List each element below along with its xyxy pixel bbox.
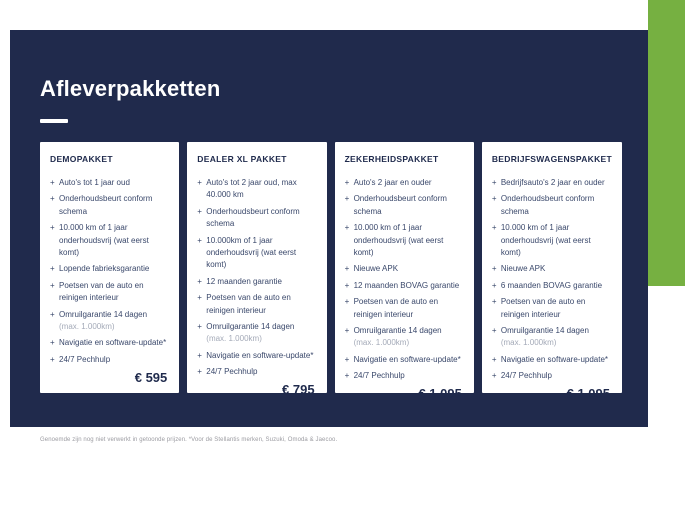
package-item-text: Navigatie en software-update* [59, 338, 167, 348]
package-item-text: Nieuwe APK [353, 264, 399, 274]
package-item-text: 10.000 km of 1 jaar onderhoudsvrij (wat eerst komt) [500, 223, 591, 257]
plus-bullet-icon: + [197, 321, 202, 331]
plus-bullet-icon: + [50, 309, 55, 319]
plus-bullet-icon: + [491, 325, 497, 335]
package-price: € 595 [134, 370, 168, 386]
package-item-text: Onderhoudsbeurt conform schema [500, 194, 595, 216]
plus-bullet-icon: + [50, 264, 55, 274]
plus-bullet-icon: + [344, 178, 350, 187]
package-item [492, 296, 612, 321]
package-item-text: Omruilgarantie 14 dagen (max. 1.000km) [59, 309, 148, 331]
package-item-text: Omruilgarantie 14 dagen (max. 1.000km) [500, 325, 589, 348]
package-items [492, 177, 612, 386]
package-item [50, 177, 169, 189]
package-item [492, 354, 612, 366]
package-item [345, 325, 464, 350]
package-items [345, 177, 464, 386]
package-item-text: Bedrijfsauto's 2 jaar en ouder [500, 178, 605, 187]
plus-bullet-icon: + [197, 206, 202, 216]
package-item-text: Poetsen van de auto en reinigen interieur [206, 293, 291, 315]
package-item [492, 325, 612, 350]
plus-bullet-icon: + [344, 354, 350, 364]
plus-bullet-icon: + [344, 264, 350, 274]
package-item [345, 354, 464, 366]
package-title: DEMOPAKKET [50, 154, 113, 164]
package-item [492, 370, 612, 382]
package-item [345, 193, 464, 218]
package-item-text: Omruilgarantie 14 dagen (max. 1.000km) [353, 325, 442, 348]
package-price: € 1.095 [418, 386, 462, 402]
package-item [197, 366, 316, 378]
package-item-text: Onderhoudsbeurt conform schema [59, 194, 153, 216]
package-item [197, 206, 316, 231]
package-item-text: 6 maanden BOVAG garantie [500, 280, 603, 290]
package-title: DEALER XL PAKKET [197, 154, 287, 164]
package-item [197, 292, 316, 317]
green-accent-stripe [648, 0, 685, 286]
package-item [50, 222, 169, 259]
plus-bullet-icon: + [50, 354, 55, 364]
plus-bullet-icon: + [50, 280, 55, 290]
page-title: Afleverpakketten [40, 76, 221, 101]
package-item [492, 263, 612, 275]
plus-bullet-icon: + [491, 194, 497, 204]
package-item-text: 12 maanden garantie [206, 276, 282, 286]
package-item [197, 177, 316, 202]
package-item-text: 10.000 km of 1 jaar onderhoudsvrij (wat eerst komt) [353, 223, 444, 257]
package-item-text: Poetsen van de auto en reinigen interieur [353, 297, 439, 319]
package-item-text: Poetsen van de auto en reinigen interieur [500, 297, 586, 319]
package-item-text: 12 maanden BOVAG garantie [353, 280, 460, 290]
package-item [50, 263, 169, 275]
package-item-text: Navigatie en software-update* [353, 354, 461, 364]
package-item-text: Auto's tot 1 jaar oud [59, 178, 130, 187]
plus-bullet-icon: + [197, 293, 202, 303]
package-item-text: Auto's tot 2 jaar oud, max 40.000 km [206, 178, 297, 200]
package-item-text: Onderhoudsbeurt conform schema [206, 206, 300, 229]
plus-bullet-icon: + [344, 371, 350, 381]
package-item [345, 263, 464, 275]
plus-bullet-icon: + [197, 276, 202, 286]
plus-bullet-icon: + [491, 178, 497, 187]
package-item [345, 296, 464, 321]
plus-bullet-icon: + [344, 223, 350, 233]
package-item-text: 24/7 Pechhulp [353, 371, 405, 381]
package-item [197, 276, 316, 288]
package-item [345, 280, 464, 292]
plus-bullet-icon: + [491, 280, 497, 290]
plus-bullet-icon: + [491, 297, 497, 307]
package-item [492, 193, 612, 218]
package-price: € 795 [282, 382, 315, 398]
package-title: BEDRIJFSWAGENSPAKKET [491, 154, 612, 164]
plus-bullet-icon: + [344, 297, 350, 307]
plus-bullet-icon: + [491, 371, 497, 381]
plus-bullet-icon: + [344, 280, 350, 290]
package-item [345, 222, 464, 259]
package-item [50, 337, 169, 349]
plus-bullet-icon: + [50, 194, 55, 204]
plus-bullet-icon: + [344, 194, 350, 204]
package-item-text: 10.000 km of 1 jaar onderhoudsvrij (wat eerst komt) [59, 223, 149, 257]
package-price: € 1.095 [566, 386, 610, 402]
packages-grid [40, 142, 622, 402]
package-item [345, 177, 464, 189]
package-item-note: (max. 1.000km) [353, 338, 410, 348]
package-item-text: 24/7 Pechhulp [59, 354, 111, 364]
package-item [197, 321, 316, 346]
package-item-note: (max. 1.000km) [206, 334, 262, 344]
plus-bullet-icon: + [197, 178, 202, 187]
package-item-text: Poetsen van de auto en reinigen interieur [59, 280, 144, 303]
title-underline [40, 119, 68, 123]
footnote: Genoemde zijn nog niet verwerkt in getoonde prijzen. *Voor de Stellantis merken, Suzuki, Omoda & Jaecoo. [40, 437, 338, 443]
plus-bullet-icon: + [197, 350, 202, 360]
plus-bullet-icon: + [491, 264, 497, 274]
package-item-text: Lopende fabrieksgarantie [59, 264, 150, 274]
package-item [50, 309, 169, 334]
package-card [335, 142, 474, 402]
plus-bullet-icon: + [50, 178, 55, 187]
package-items [50, 177, 169, 370]
plus-bullet-icon: + [50, 223, 55, 233]
package-item [50, 280, 169, 305]
package-item-text: Nieuwe APK [500, 264, 546, 274]
package-items [197, 177, 316, 382]
package-item-text: Auto's 2 jaar en ouder [353, 178, 432, 187]
package-item-text: Omruilgarantie 14 dagen (max. 1.000km) [206, 321, 295, 344]
plus-bullet-icon: + [491, 354, 497, 364]
package-card [482, 142, 622, 402]
package-item-text: 24/7 Pechhulp [206, 367, 258, 377]
package-card [187, 142, 326, 398]
package-card [40, 142, 179, 393]
package-item-text: Navigatie en software-update* [206, 350, 314, 360]
package-item [492, 222, 612, 259]
package-item-text: 10.000km of 1 jaar onderhoudsvrij (wat eerst komt) [206, 235, 297, 270]
package-item [197, 350, 316, 362]
package-item [50, 354, 169, 366]
plus-bullet-icon: + [491, 223, 497, 233]
package-item-text: Navigatie en software-update* [500, 354, 609, 364]
plus-bullet-icon: + [50, 338, 55, 348]
package-item [197, 235, 316, 272]
plus-bullet-icon: + [344, 325, 350, 335]
package-title: ZEKERHEIDSPAKKET [344, 154, 439, 164]
package-item [50, 193, 169, 218]
package-item [492, 280, 612, 292]
package-item [345, 370, 464, 382]
package-item-text: Onderhoudsbeurt conform schema [353, 194, 447, 216]
plus-bullet-icon: + [197, 235, 202, 245]
package-item [492, 177, 612, 189]
package-item-text: 24/7 Pechhulp [500, 371, 552, 381]
package-item-note: (max. 1.000km) [59, 321, 115, 331]
package-item-note: (max. 1.000km) [500, 338, 557, 348]
plus-bullet-icon: + [197, 367, 202, 377]
main-panel [10, 30, 648, 427]
